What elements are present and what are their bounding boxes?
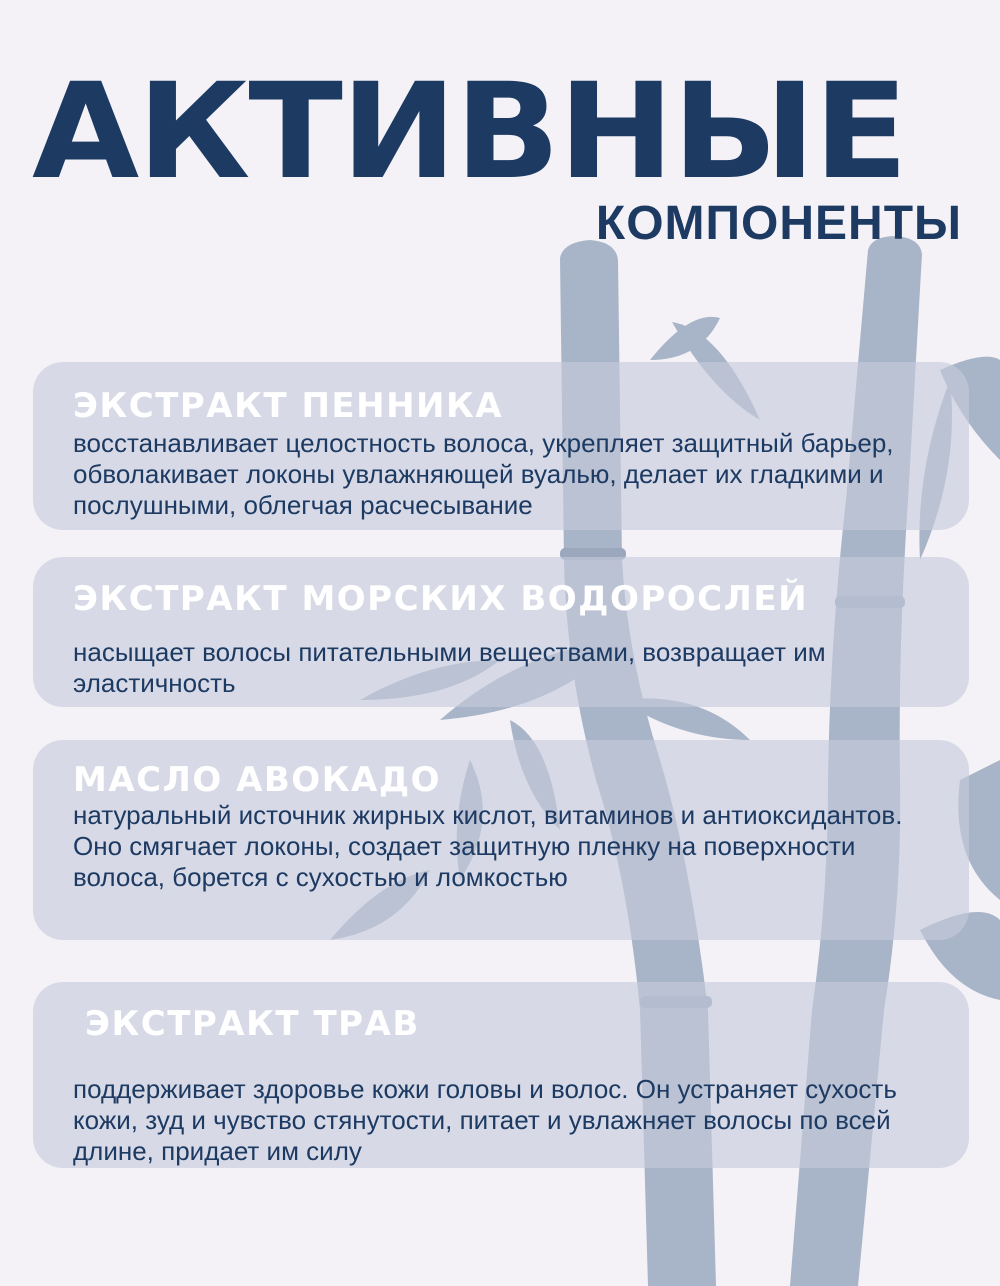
page-title: АКТИВНЫЕ	[32, 55, 907, 209]
component-description: восстанавливает целостность волоса, укрепляет защитный барьер, обволакивает локоны увлажняющей вуалью, делает их гладкими и послушными, облегчая расчесывание	[73, 428, 894, 520]
component-title: ЭКСТРАКТ ТРАВ	[85, 1004, 420, 1044]
component-description: поддерживает здоровье кожи головы и волос. Он устраняет сухость кожи, зуд и чувство стянутости, питает и увлажняет волосы по всей длине, придает им силу	[73, 1074, 897, 1166]
component-card-herbal-extract	[33, 982, 969, 1168]
component-description: насыщает волосы питательными веществами, возвращает им эластичность	[73, 637, 826, 698]
page-subtitle: КОМПОНЕНТЫ	[595, 197, 962, 250]
component-description: натуральный источник жирных кислот, витаминов и антиоксидантов. Оно смягчает локоны, создает защитную пленку на поверхности волоса, борется с сухостью и ломкостью	[73, 800, 903, 892]
component-title: ЭКСТРАКТ ПЕННИКА	[73, 386, 504, 426]
component-card-seaweed-extract	[33, 557, 969, 707]
component-title: МАСЛО АВОКАДО	[73, 760, 441, 800]
component-card-penny-extract	[33, 362, 969, 530]
component-card-avocado-oil	[33, 740, 969, 940]
component-title: ЭКСТРАКТ МОРСКИХ ВОДОРОСЛЕЙ	[73, 579, 809, 619]
